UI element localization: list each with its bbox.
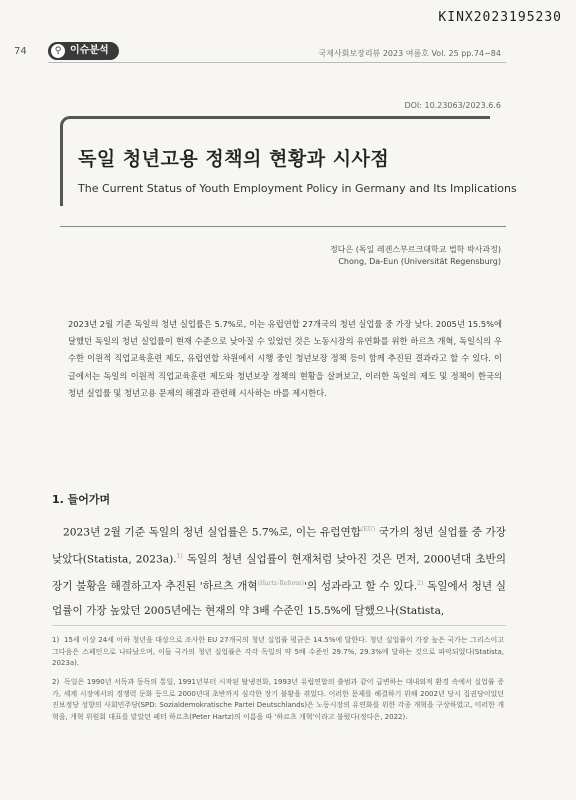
author-english: Chong, Da-Eun (Universität Regensburg) — [338, 257, 501, 266]
section-tag-label: 이슈분석 — [70, 45, 109, 56]
body-text: '의 성과라고 할 수 있다. — [303, 580, 418, 593]
footnote — [52, 677, 504, 723]
footnote-text: 독일은 1990년 서독과 동독의 통일, 1991년부터 시작된 탈냉전화, 1993년 유럽연합의 출범과 같이 급변하는 대내외적 환경 속에서 실업률 증가, 세계 시장에서의 경쟁력 둔화 등으로 2000년대 초반까지 심각한 장기 불황을 겪었다. 이러한 문제를 해결하기 위해 2002년 당시 집권당이었던 진보정당 성향의 사회민주당(SPD: Sozialdemokratische Partei Deutschlands)은 노동시장의 유연화를 위한 각종 개혁을 구상하였고, 이러한 개혁을, 개혁 위원회 대표를 맡았던 페터 하르츠(Peter Hartz)의 이름을 따 '하르츠 개혁'이라고 불렀다(정다은, 2022). — [52, 678, 504, 721]
section-tag — [48, 42, 119, 60]
title-korean: 독일 청년고용 정책의 현황과 시사점 — [78, 148, 390, 170]
footnote-ref-1[interactable]: 1) — [176, 553, 183, 561]
title-divider — [60, 226, 506, 227]
magnifier-icon: ⚲ — [51, 44, 65, 58]
body-text: 독일에서 청년 실업률이 가장 높았던 2005년에는 현재의 약 3배 수준인 15.5%에 달했으나(Statista, — [52, 580, 506, 618]
body-paragraph — [52, 518, 506, 624]
doi: DOI: 10.23063/2023.6.6 — [404, 101, 501, 110]
document-id: KINX2023195230 — [438, 10, 562, 25]
hartz-annotation: (Hartz-Reform) — [257, 580, 304, 588]
body-text: 독일의 청년 실업률이 현재처럼 낮아진 것은 먼저, 2000년대 초반의 장기 불황을 해결하고자 추진된 '하르츠 개혁 — [52, 553, 506, 593]
header-divider — [48, 62, 506, 63]
author-korean: 정다은 (독일 레겐스부르크대학교 법학 박사과정) — [330, 245, 501, 254]
footnote-text: 15세 이상 24세 이하 청년을 대상으로 조사한 EU 27개국의 청년 실업률 평균은 14.5%에 달한다. 청년 실업률이 가장 높은 국가는 그리스이고 그다음은 스페인으로 나타났으며, 이들 국가의 청년 실업률은 각각 독일의 약 5배 수준인 29.7%, 29.3%에 달하는 것으로 파악되었다(Statista, 2023a). — [52, 636, 504, 668]
journal-citation: 국제사회보장리뷰 2023 여름호 Vol. 25 pp.74~84 — [318, 49, 501, 58]
footnote-divider — [52, 625, 506, 626]
title-english: The Current Status of Youth Employment Policy in Germany and Its Implications — [78, 182, 517, 195]
footnote-number: 2) — [52, 678, 60, 686]
abstract: 2023년 2월 기준 독일의 청년 실업률은 5.7%로, 이는 유럽연합 27개국의 청년 실업률 중 가장 낮다. 2005년 15.5%에 달했던 독일의 청년 실업률이 현재 수준으로 낮아질 수 있었던 것은 노동시장의 유연화를 위한 하르츠 개혁, 독일식의 우수한 이원적 직업교육훈련 제도, 유럽연합 차원에서 시행 중인 청년보장 정책 등이 함께 추진된 결과라고 할 수 있다. 이 글에서는 독일의 이원적 직업교육훈련 제도와 청년보장 정책의 현황을 살펴보고, 이러한 독일의 제도 및 정책이 한국의 청년 실업률 및 청년고용 문제의 해결과 관련해 시사하는 바를 제시한다. — [68, 319, 502, 398]
page-number: 74 — [14, 46, 27, 57]
footnote — [52, 635, 504, 670]
body-text: 국가의 청년 실업률 중 가장 낮았다(Statista, 2023a). — [52, 526, 507, 566]
eu-annotation: (EU) — [360, 526, 376, 533]
body-text: 2023년 2월 기준 독일의 청년 실업률은 5.7%로, 이는 유럽연합 — [63, 526, 361, 539]
footnote-number: 1) — [52, 636, 60, 644]
footnote-ref-2[interactable]: 2) — [417, 580, 424, 588]
section-heading: 1. 들어가며 — [52, 493, 111, 506]
